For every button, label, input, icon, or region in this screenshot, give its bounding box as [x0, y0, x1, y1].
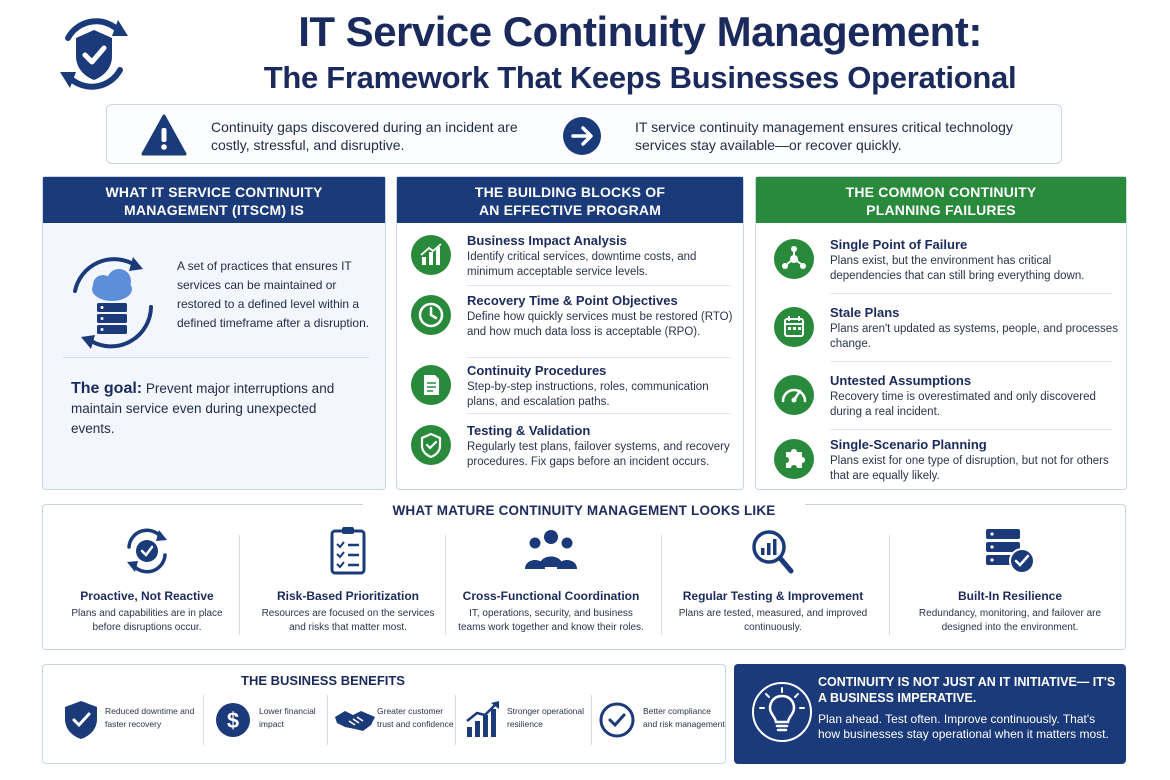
- warning-icon: [141, 113, 187, 157]
- checklist-icon: [320, 525, 376, 577]
- list-item: Risk-Based Prioritization Resources are focused on the services and risks that matter most.: [257, 525, 439, 635]
- growth-chart-icon: [463, 699, 503, 741]
- cta-body: Plan ahead. Test often. Improve continuously. That's how businesses stay operational when it matters most.: [818, 712, 1109, 741]
- puzzle-icon: [774, 439, 814, 479]
- list-item: $ Lower financial impact: [215, 695, 327, 747]
- building-blocks-panel: THE BUILDING BLOCKS OF AN EFFECTIVE PROGRAM Business Impact Analysis Identify critical services, downtime costs, and minimum acceptable service levels. Recovery Time & Point Objectives Define how quickly services must be restored (RTO) and how much data loss is acceptable (RPO). Continuity Procedures Step-by-step instructions, roles, communication plans, and escalation paths. Testing & Validation Regularly test plans, failover systems, and recovery procedures. Fix gaps before an incident occurs.: [396, 176, 744, 490]
- svg-text:$: $: [226, 708, 240, 733]
- team-icon: [523, 525, 579, 577]
- cta-box: [734, 664, 1126, 764]
- list-item: Reduced downtime and faster recovery: [61, 695, 191, 747]
- cloud-server-cycle-icon: [57, 247, 167, 357]
- dollar-icon: [215, 699, 255, 741]
- check-circle-icon: [599, 699, 639, 741]
- gauge-icon: [774, 375, 814, 415]
- shield-check-icon: [61, 699, 101, 741]
- list-item: Built-In Resilience Redundancy, monitoring, and failover are designed into the environment.: [903, 525, 1117, 635]
- list-item: Stronger operational resilience: [463, 695, 593, 747]
- benefits-section: [42, 664, 726, 764]
- what-is-panel: [42, 176, 386, 490]
- mature-heading: WHAT MATURE CONTINUITY MANAGEMENT LOOKS LIKE: [363, 503, 805, 518]
- clock-icon: [411, 295, 451, 335]
- list-item: Proactive, Not Reactive Plans and capabilities are in place before disruptions occur.: [57, 525, 237, 635]
- shield-check-icon: [411, 425, 451, 465]
- problem-text: Continuity gaps discovered during an incident are costly, stressful, and disruptive.: [211, 119, 518, 153]
- lightbulb-icon: [752, 682, 812, 742]
- page-title: IT Service Continuity Management:: [298, 8, 982, 55]
- cycle-check-icon: [119, 525, 175, 577]
- failures-panel: THE COMMON CONTINUITY PLANNING FAILURES Single Point of Failure Plans exist, but the environment has critical dependencies that can still bring everything down. Stale Plans Plans aren't updated as systems, people, and processes change. Untested Assumptions Recovery time is overestimated and only discovered during a real incident. Single-Scenario Planning Plans exist for one type of disruption, but not for others that are equally likely.: [755, 176, 1127, 490]
- mature-section: [42, 504, 1126, 650]
- network-node-icon: [774, 239, 814, 279]
- benefits-heading: THE BUSINESS BENEFITS: [241, 673, 405, 688]
- itscm-definition: A set of practices that ensures IT services can be maintained or restored to a defined level within a defined timeframe after a disruption.: [177, 259, 370, 330]
- server-check-icon: [982, 525, 1038, 577]
- list-item: Better compliance and risk management: [599, 695, 723, 747]
- list-item: Greater customer trust and confidence: [333, 695, 463, 747]
- intro-banner: [106, 104, 1062, 164]
- list-item: Regular Testing & Improvement Plans are tested, measured, and improved continuously.: [673, 525, 873, 635]
- shield-check-cycle-icon: [48, 8, 140, 100]
- handshake-icon: [333, 699, 373, 741]
- magnifier-chart-icon: [745, 525, 801, 577]
- building-blocks-heading: THE BUILDING BLOCKS OF AN EFFECTIVE PROGRAM: [397, 177, 743, 223]
- calendar-icon: [774, 307, 814, 347]
- bar-chart-icon: [411, 235, 451, 275]
- divider: [63, 357, 369, 358]
- what-is-heading: WHAT IT SERVICE CONTINUITY MANAGEMENT (ITSCM) IS: [43, 177, 385, 223]
- arrow-right-icon: [563, 117, 601, 155]
- page-subtitle: The Framework That Keeps Businesses Operational: [263, 60, 1017, 95]
- document-icon: [411, 365, 451, 405]
- goal-statement: The goal: Prevent major interruptions and maintain service even during unexpected events.: [71, 380, 335, 436]
- list-item: Cross-Functional Coordination IT, operations, security, and business teams work together and know their roles.: [455, 525, 647, 635]
- solution-text: IT service continuity management ensures critical technology services stay available—or recover quickly.: [635, 119, 1013, 153]
- cta-heading: CONTINUITY IS NOT JUST AN IT INITIATIVE— IT'S A BUSINESS IMPERATIVE.: [818, 675, 1116, 705]
- failures-heading: THE COMMON CONTINUITY PLANNING FAILURES: [756, 177, 1126, 223]
